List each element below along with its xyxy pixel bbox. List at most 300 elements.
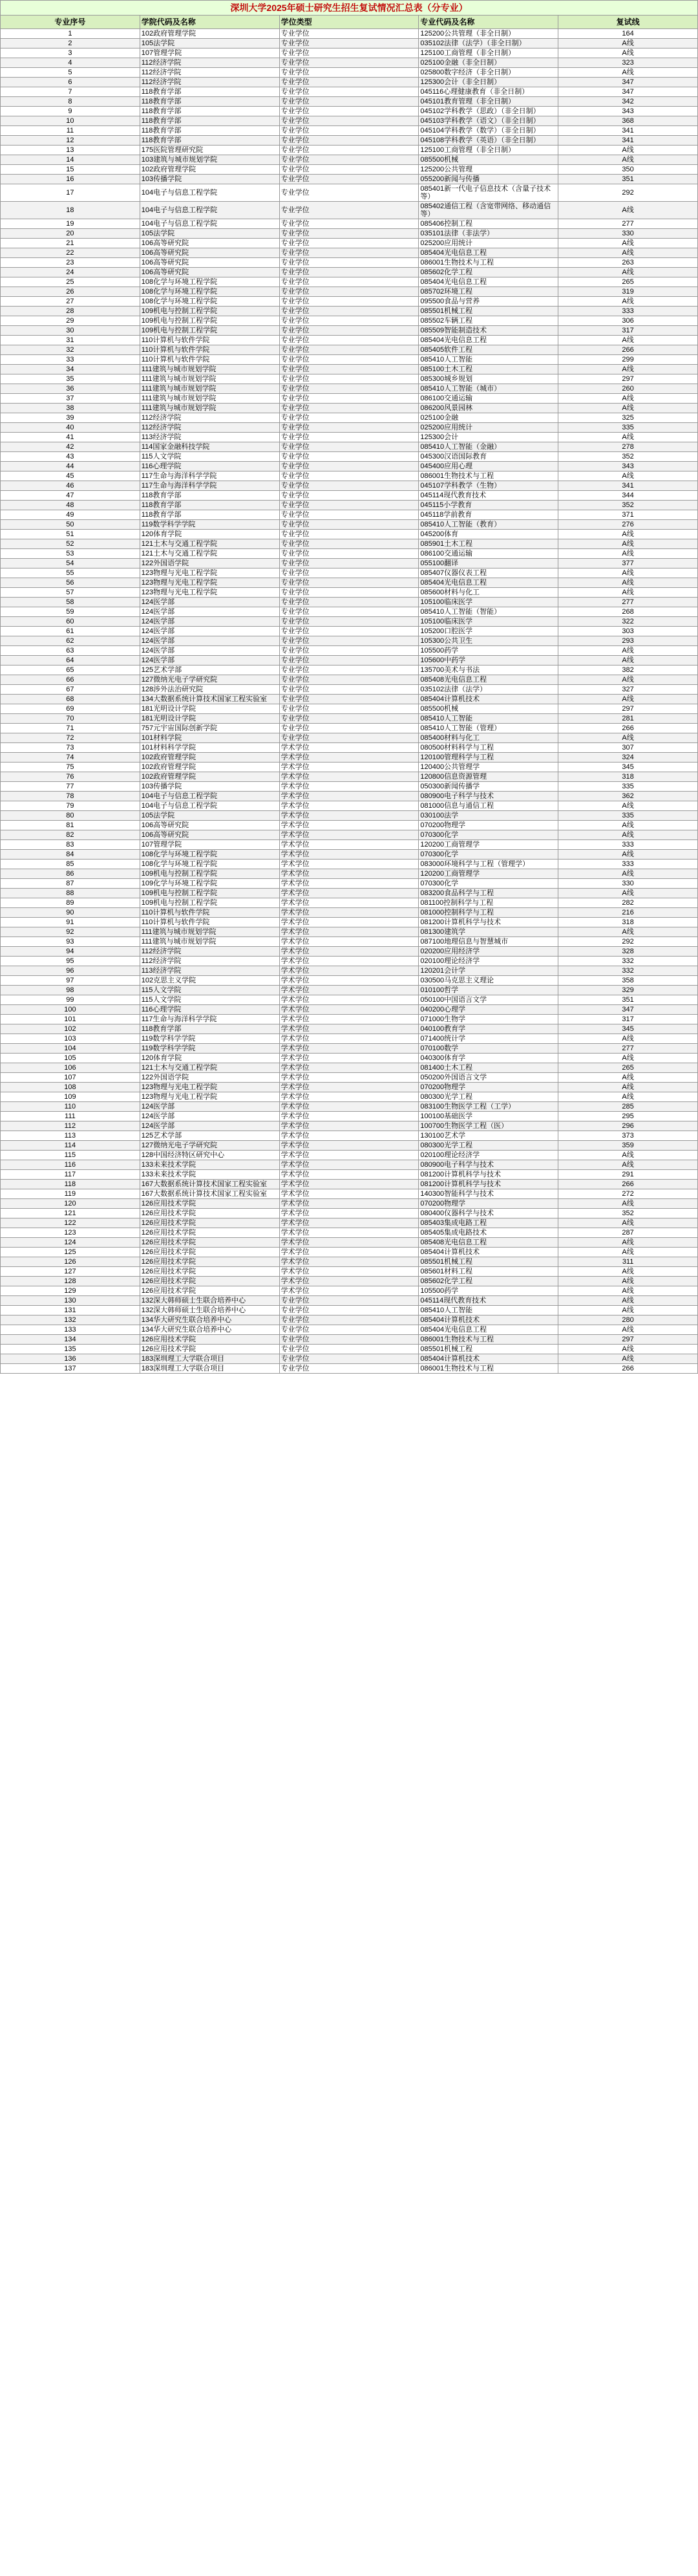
column-header-index: 专业序号 [1,16,140,29]
table-row [1,442,698,452]
table-row [1,1257,698,1267]
table-row [1,927,698,937]
row-score: 281 [558,714,698,724]
row-degree-type: 学术学位 [279,1083,419,1092]
row-college: 106高等研究院 [140,258,279,268]
table-row [1,394,698,404]
row-index: 24 [1,268,140,277]
row-index: 41 [1,433,140,442]
table-row [1,869,698,879]
row-degree-type: 专业学位 [279,394,419,404]
row-college: 167大数据系统计算技术国家工程实验室 [140,1189,279,1199]
table-row [1,646,698,656]
row-index: 119 [1,1189,140,1199]
row-degree-type: 专业学位 [279,49,419,58]
row-index: 112 [1,1121,140,1131]
row-major: 095500食品与营养 [419,297,558,307]
row-index: 14 [1,155,140,165]
row-index: 74 [1,753,140,763]
table-row [1,685,698,695]
row-degree-type: 学术学位 [279,1141,419,1151]
row-college: 127微纳光电子学研究院 [140,675,279,685]
row-major: 100100基础医学 [419,1112,558,1121]
row-college: 108化学与环境工程学院 [140,860,279,869]
row-major: 140300智能科学与技术 [419,1189,558,1199]
row-major: 020100理论经济学 [419,957,558,966]
table-row [1,277,698,287]
row-college: 123物理与光电工程学院 [140,588,279,598]
row-degree-type: 学术学位 [279,1015,419,1024]
table-row [1,879,698,889]
table-row [1,559,698,568]
table-row [1,763,698,772]
row-college: 122外国语学院 [140,559,279,568]
row-index: 18 [1,202,140,219]
row-degree-type: 专业学位 [279,68,419,78]
row-degree-type: 专业学位 [279,404,419,413]
row-college: 113经济学院 [140,966,279,976]
row-major: 070200物理学 [419,821,558,830]
table-row [1,704,698,714]
row-major: 040300体育学 [419,1054,558,1063]
row-score: A线 [558,1034,698,1044]
row-index: 131 [1,1306,140,1315]
table-row [1,898,698,908]
table-row [1,136,698,146]
row-degree-type: 学术学位 [279,830,419,840]
row-score: 351 [558,995,698,1005]
row-degree-type: 学术学位 [279,1073,419,1083]
row-college: 757元宇宙国际创新学院 [140,724,279,733]
table-row [1,1364,698,1374]
row-major: 020100理论经济学 [419,1151,558,1160]
row-score: A线 [558,646,698,656]
row-index: 20 [1,229,140,239]
row-index: 104 [1,1044,140,1054]
row-college: 132深大韩师硕士生联合培养中心 [140,1306,279,1315]
row-degree-type: 专业学位 [279,1364,419,1374]
row-score: 323 [558,58,698,68]
row-degree-type: 专业学位 [279,268,419,277]
row-degree-type: 学术学位 [279,908,419,918]
table-row [1,1325,698,1335]
row-major: 086001生物技术与工程 [419,471,558,481]
row-score: A线 [558,336,698,345]
row-index: 113 [1,1131,140,1141]
row-index: 123 [1,1228,140,1238]
row-college: 109机电与控制工程学院 [140,316,279,326]
row-degree-type: 专业学位 [279,136,419,146]
row-major: 085404光电信息工程 [419,277,558,287]
row-score: A线 [558,404,698,413]
row-index: 68 [1,695,140,704]
row-score: 335 [558,782,698,792]
row-degree-type: 专业学位 [279,202,419,219]
row-degree-type: 专业学位 [279,481,419,491]
row-major: 081200计算机科学与技术 [419,1180,558,1189]
row-index: 117 [1,1170,140,1180]
row-index: 108 [1,1083,140,1092]
table-row [1,316,698,326]
row-degree-type: 专业学位 [279,530,419,539]
row-degree-type: 学术学位 [279,1063,419,1073]
row-index: 67 [1,685,140,695]
table-row [1,78,698,87]
row-college: 118教育学部 [140,491,279,501]
row-college: 128涉外法治研究院 [140,685,279,695]
row-major: 085407仪器仪表工程 [419,568,558,578]
row-degree-type: 学术学位 [279,898,419,908]
row-college: 118教育学部 [140,116,279,126]
row-score: A线 [558,297,698,307]
row-major: 085410人工智能（金融） [419,442,558,452]
table-row [1,520,698,530]
row-index: 17 [1,184,140,202]
row-college: 111建筑与城市规划学院 [140,937,279,947]
table-row [1,627,698,636]
table-row [1,918,698,927]
row-index: 22 [1,248,140,258]
row-score: A线 [558,39,698,49]
row-index: 98 [1,986,140,995]
row-major: 035102法律（法学） [419,685,558,695]
row-index: 42 [1,442,140,452]
row-college: 118教育学部 [140,87,279,97]
row-index: 124 [1,1238,140,1248]
row-major: 120200工商管理学 [419,840,558,850]
row-major: 125300会计 [419,433,558,442]
row-major: 070300化学 [419,830,558,840]
row-score: A线 [558,1238,698,1248]
row-index: 122 [1,1218,140,1228]
table-row [1,248,698,258]
row-degree-type: 学术学位 [279,743,419,753]
table-row [1,675,698,685]
row-major: 086001生物技术与工程 [419,258,558,268]
row-college: 126应用技术学院 [140,1218,279,1228]
table-row [1,491,698,501]
row-major: 080900电子科学与技术 [419,1160,558,1170]
row-major: 085405软件工程 [419,345,558,355]
row-score: 371 [558,510,698,520]
row-college: 126应用技术学院 [140,1257,279,1267]
row-major: 100700生物医学工程（医） [419,1121,558,1131]
column-header-degree-type: 学位类型 [279,16,419,29]
table-row [1,1102,698,1112]
table-row [1,175,698,184]
table-row [1,462,698,471]
table-row [1,58,698,68]
row-degree-type: 专业学位 [279,724,419,733]
row-index: 130 [1,1296,140,1306]
row-score: 292 [558,937,698,947]
row-college: 126应用技术学院 [140,1335,279,1345]
row-degree-type: 学术学位 [279,801,419,811]
table-row [1,821,698,830]
row-index: 133 [1,1325,140,1335]
row-college: 124医学部 [140,617,279,627]
row-degree-type: 学术学位 [279,860,419,869]
row-college: 104电子与信息工程学院 [140,792,279,801]
row-college: 103建筑与城市规划学院 [140,155,279,165]
row-degree-type: 专业学位 [279,316,419,326]
row-degree-type: 专业学位 [279,685,419,695]
row-score: 287 [558,1228,698,1238]
row-college: 126应用技术学院 [140,1345,279,1354]
row-score: A线 [558,588,698,598]
row-index: 56 [1,578,140,588]
row-degree-type: 学术学位 [279,840,419,850]
table-row [1,908,698,918]
row-index: 35 [1,374,140,384]
row-major: 085404光电信息工程 [419,1325,558,1335]
table-row [1,1024,698,1034]
row-major: 105500药学 [419,646,558,656]
row-major: 085410人工智能 [419,355,558,365]
table-row [1,636,698,646]
row-major: 050300新闻传播学 [419,782,558,792]
row-degree-type: 学术学位 [279,966,419,976]
row-college: 106高等研究院 [140,239,279,248]
row-major: 085402通信工程（含宽带网络、移动通信等） [419,202,558,219]
row-college: 102政府管理学院 [140,165,279,175]
row-degree-type: 专业学位 [279,413,419,423]
row-degree-type: 专业学位 [279,239,419,248]
row-degree-type: 学术学位 [279,889,419,898]
row-major: 085501机械工程 [419,307,558,316]
row-score: 277 [558,598,698,607]
table-row [1,1248,698,1257]
table-row [1,501,698,510]
row-degree-type: 专业学位 [279,1345,419,1354]
row-degree-type: 专业学位 [279,248,419,258]
row-score: 277 [558,1044,698,1054]
row-college: 109机电与控制工程学院 [140,307,279,316]
row-college: 112经济学院 [140,423,279,433]
row-index: 34 [1,365,140,374]
row-degree-type: 学术学位 [279,1024,419,1034]
row-score: 352 [558,501,698,510]
row-college: 123物理与光电工程学院 [140,568,279,578]
table-row [1,1005,698,1015]
row-degree-type: 专业学位 [279,704,419,714]
table-row [1,986,698,995]
row-major: 085401新一代电子信息技术（含量子技术等） [419,184,558,202]
row-score: A线 [558,733,698,743]
row-score: 333 [558,860,698,869]
row-index: 57 [1,588,140,598]
row-index: 32 [1,345,140,355]
row-major: 086001生物技术与工程 [419,1364,558,1374]
row-college: 117生命与海洋科学学院 [140,481,279,491]
row-college: 126应用技术学院 [140,1286,279,1296]
row-degree-type: 专业学位 [279,307,419,316]
row-major: 070300化学 [419,850,558,860]
row-college: 101材料科学学院 [140,743,279,753]
table-row [1,1315,698,1325]
row-major: 085400材料与化工 [419,733,558,743]
row-degree-type: 学术学位 [279,918,419,927]
row-college: 106高等研究院 [140,268,279,277]
row-index: 91 [1,918,140,927]
row-college: 110计算机与软件学院 [140,908,279,918]
row-major: 081400土木工程 [419,1063,558,1073]
table-row [1,1131,698,1141]
row-major: 085601材料工程 [419,1267,558,1277]
row-index: 69 [1,704,140,714]
row-major: 045300汉语国际教育 [419,452,558,462]
row-index: 58 [1,598,140,607]
table-row [1,714,698,724]
row-degree-type: 学术学位 [279,947,419,957]
row-degree-type: 专业学位 [279,1315,419,1325]
row-degree-type: 专业学位 [279,607,419,617]
table-row [1,724,698,733]
row-degree-type: 专业学位 [279,491,419,501]
row-index: 8 [1,97,140,107]
row-degree-type: 专业学位 [279,617,419,627]
row-degree-type: 专业学位 [279,87,419,97]
row-college: 119数学科学学院 [140,1034,279,1044]
row-score: 272 [558,1189,698,1199]
row-degree-type: 专业学位 [279,1325,419,1335]
table-row [1,202,698,219]
row-index: 106 [1,1063,140,1073]
row-index: 109 [1,1092,140,1102]
table-row [1,1151,698,1160]
table-row [1,1141,698,1151]
table-row [1,1121,698,1131]
row-index: 137 [1,1364,140,1374]
row-degree-type: 专业学位 [279,423,419,433]
row-index: 129 [1,1286,140,1296]
row-degree-type: 专业学位 [279,1306,419,1315]
row-college: 124医学部 [140,646,279,656]
row-score: 330 [558,229,698,239]
table-row [1,957,698,966]
row-degree-type: 学术学位 [279,1054,419,1063]
row-degree-type: 专业学位 [279,588,419,598]
row-index: 52 [1,539,140,549]
row-index: 25 [1,277,140,287]
row-degree-type: 学术学位 [279,1277,419,1286]
row-college: 103传播学院 [140,175,279,184]
row-degree-type: 专业学位 [279,58,419,68]
table-row [1,733,698,743]
row-degree-type: 专业学位 [279,184,419,202]
row-major: 125200公共管理（非全日制） [419,29,558,39]
table-row [1,1015,698,1024]
row-score: A线 [558,1199,698,1209]
row-degree-type: 学术学位 [279,850,419,860]
row-score: 341 [558,126,698,136]
column-header-college: 学院代码及名称 [140,16,279,29]
row-score: 280 [558,1315,698,1325]
row-degree-type: 专业学位 [279,501,419,510]
row-degree-type: 专业学位 [279,578,419,588]
row-college: 118教育学部 [140,510,279,520]
row-index: 128 [1,1277,140,1286]
table-row [1,87,698,97]
row-index: 120 [1,1199,140,1209]
row-score: A线 [558,155,698,165]
row-score: A线 [558,1151,698,1160]
row-major: 085408光电信息工程 [419,1238,558,1248]
row-degree-type: 学术学位 [279,1151,419,1160]
row-index: 3 [1,49,140,58]
row-index: 102 [1,1024,140,1034]
row-degree-type: 专业学位 [279,97,419,107]
table-row [1,530,698,539]
row-index: 89 [1,898,140,908]
row-degree-type: 专业学位 [279,297,419,307]
row-degree-type: 学术学位 [279,821,419,830]
row-major: 081200计算机科学与技术 [419,1170,558,1180]
row-score: A线 [558,268,698,277]
row-college: 111建筑与城市规划学院 [140,404,279,413]
row-degree-type: 专业学位 [279,345,419,355]
table-row [1,753,698,763]
row-major: 020200应用经济学 [419,947,558,957]
row-major: 045116心理健康教育（非全日制） [419,87,558,97]
row-index: 37 [1,394,140,404]
row-college: 106高等研究院 [140,248,279,258]
row-degree-type: 学术学位 [279,937,419,947]
row-score: A线 [558,927,698,937]
table-row [1,743,698,753]
row-score: 342 [558,97,698,107]
row-score: 352 [558,452,698,462]
row-score: 268 [558,607,698,617]
row-index: 49 [1,510,140,520]
row-degree-type: 学术学位 [279,957,419,966]
row-degree-type: 专业学位 [279,107,419,116]
row-degree-type: 专业学位 [279,598,419,607]
row-major: 086100交通运输 [419,549,558,559]
table-row [1,184,698,202]
row-college: 102政府管理学院 [140,763,279,772]
row-index: 85 [1,860,140,869]
row-degree-type: 专业学位 [279,277,419,287]
row-degree-type: 专业学位 [279,520,419,530]
table-row [1,947,698,957]
row-score: A线 [558,433,698,442]
row-index: 2 [1,39,140,49]
table-row [1,345,698,355]
row-degree-type: 专业学位 [279,175,419,184]
table-row [1,423,698,433]
row-score: 319 [558,287,698,297]
row-college: 124医学部 [140,656,279,666]
table-row [1,165,698,175]
table-row [1,937,698,947]
table-row [1,1170,698,1180]
row-degree-type: 专业学位 [279,1296,419,1306]
row-score: 347 [558,87,698,97]
row-score: 296 [558,1121,698,1131]
row-degree-type: 专业学位 [279,442,419,452]
row-college: 102政府管理学院 [140,753,279,763]
row-degree-type: 专业学位 [279,116,419,126]
row-score: 291 [558,1170,698,1180]
row-major: 125100工商管理（非全日制） [419,146,558,155]
table-row [1,1306,698,1315]
row-college: 112经济学院 [140,947,279,957]
row-score: A线 [558,248,698,258]
row-college: 105法学院 [140,39,279,49]
row-score: 373 [558,1131,698,1141]
row-score: 293 [558,636,698,646]
